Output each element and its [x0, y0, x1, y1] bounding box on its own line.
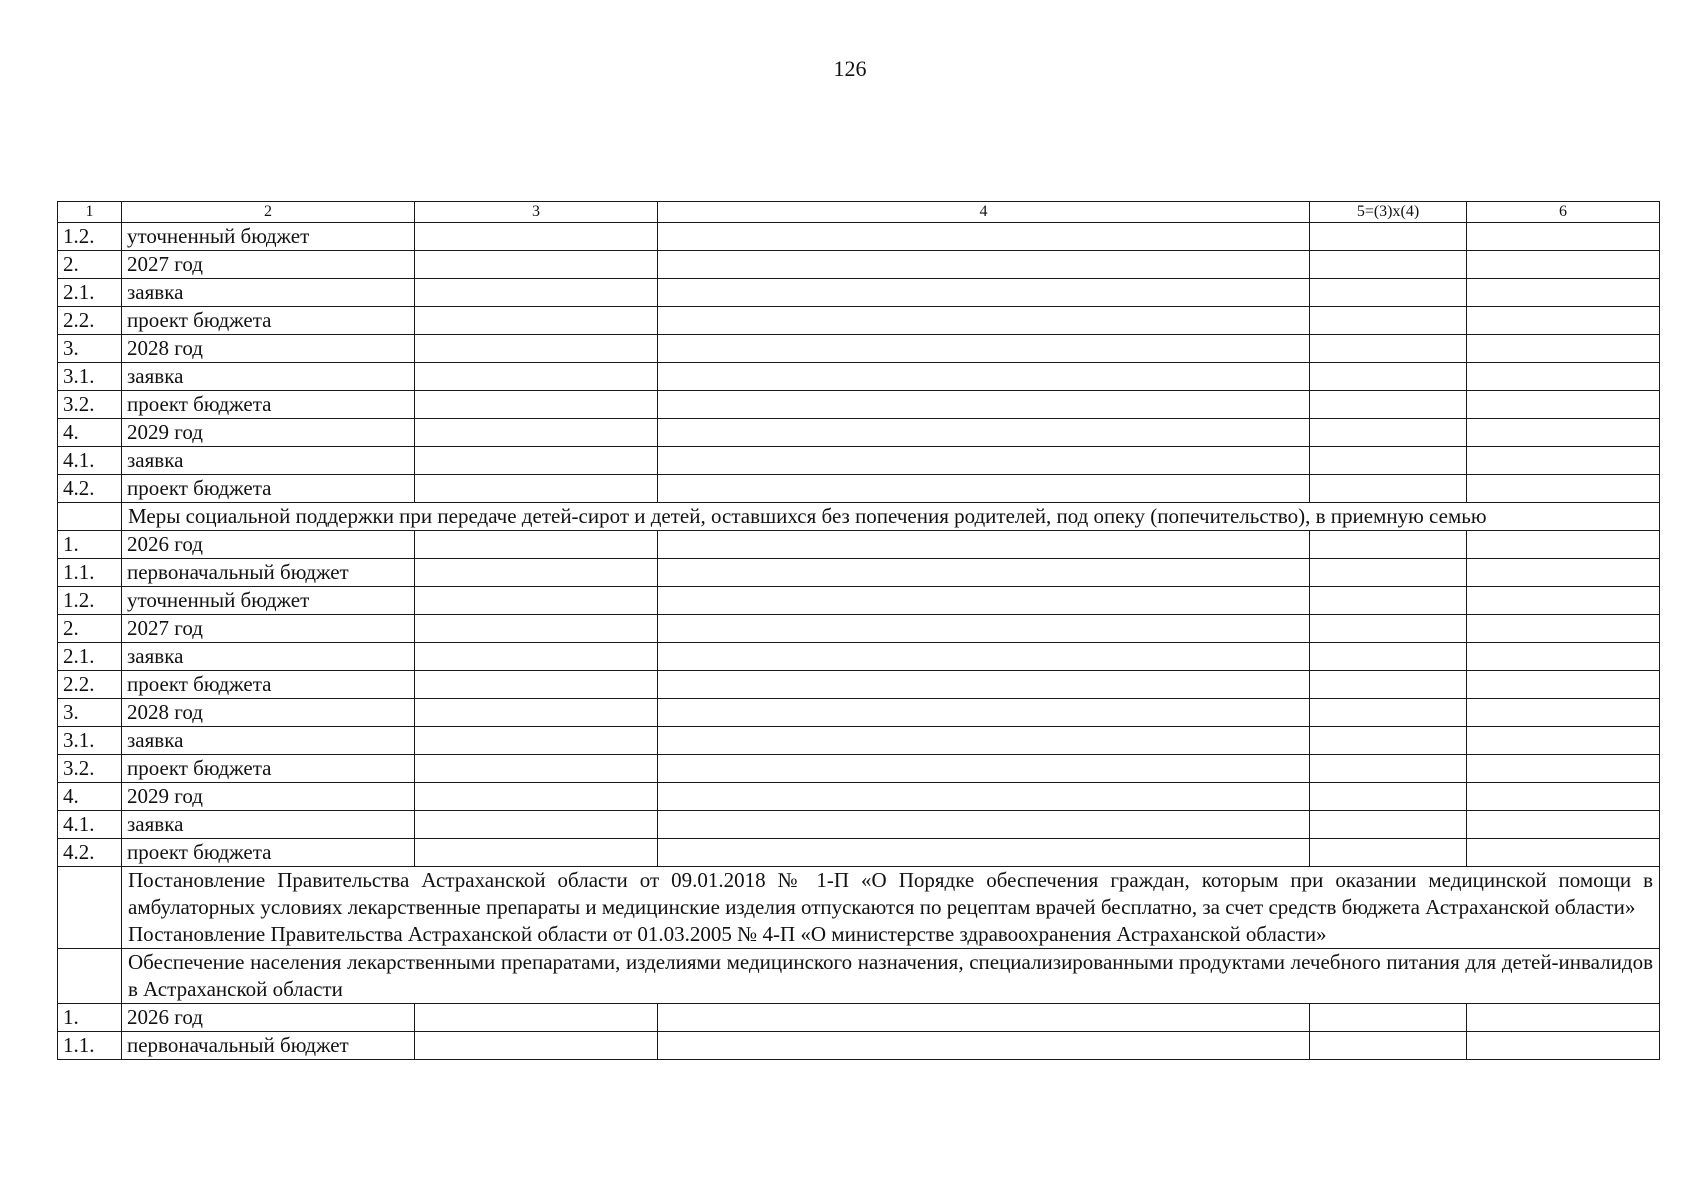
row-label-cell: 2027 год: [122, 251, 415, 279]
empty-cell-col-4: [658, 783, 1310, 811]
empty-cell-col-5: [1310, 363, 1467, 391]
table-row: [58, 1004, 1660, 1032]
empty-cell-col-5: [1310, 251, 1467, 279]
empty-cell-col-5: [1310, 279, 1467, 307]
empty-cell-col-4: [658, 559, 1310, 587]
empty-cell-col-3: [415, 559, 658, 587]
empty-cell-col-6: [1467, 615, 1660, 643]
row-label-cell: 2029 год: [122, 419, 415, 447]
empty-cell-col-5: [1310, 475, 1467, 503]
table-row: [58, 559, 1660, 587]
row-number-cell: 3.: [58, 335, 122, 363]
row-number-cell: 3.1.: [58, 727, 122, 755]
row-number-cell: 3.2.: [58, 755, 122, 783]
row-label-cell: проект бюджета: [122, 475, 415, 503]
empty-cell-col-4: [658, 699, 1310, 727]
section-text-line: Постановление Правительства Астраханской области от 09.01.2018 № 1-П «О Порядке обеспечения граждан, которым при оказании медицинской помощи в амбулаторных условиях лекарственные препараты и медицинские изделия отпускаются по рецептам врачей бесплатно, за счет средств бюджета Астраханской области»: [128, 868, 1653, 919]
empty-cell-col-6: [1467, 335, 1660, 363]
empty-cell-col-6: [1467, 559, 1660, 587]
section-text-cell: [122, 949, 1660, 1004]
table-row: [58, 335, 1660, 363]
empty-cell-col-3: [415, 335, 658, 363]
empty-cell-col-3: [415, 643, 658, 671]
section-number-cell: [58, 949, 122, 1004]
row-label-cell: заявка: [122, 811, 415, 839]
table-row: [58, 251, 1660, 279]
row-label-cell: 2028 год: [122, 335, 415, 363]
row-number-cell: 4.: [58, 419, 122, 447]
row-number-cell: 2.: [58, 251, 122, 279]
empty-cell-col-5: [1310, 335, 1467, 363]
table-row: [58, 755, 1660, 783]
row-label-cell: проект бюджета: [122, 671, 415, 699]
empty-cell-col-6: [1467, 307, 1660, 335]
empty-cell-col-3: [415, 419, 658, 447]
empty-cell-col-3: [415, 699, 658, 727]
table-row: [58, 671, 1660, 699]
empty-cell-col-6: [1467, 671, 1660, 699]
empty-cell-col-5: [1310, 391, 1467, 419]
empty-cell-col-5: [1310, 587, 1467, 615]
empty-cell-col-5: [1310, 699, 1467, 727]
column-header: 6: [1467, 202, 1660, 223]
table-row: [58, 531, 1660, 559]
empty-cell-col-4: [658, 727, 1310, 755]
empty-cell-col-4: [658, 475, 1310, 503]
row-label-cell: заявка: [122, 643, 415, 671]
row-number-cell: 1.: [58, 1004, 122, 1032]
row-label-cell: проект бюджета: [122, 391, 415, 419]
table-header-row: [58, 202, 1660, 223]
empty-cell-col-5: [1310, 447, 1467, 475]
row-label-cell: проект бюджета: [122, 307, 415, 335]
empty-cell-col-4: [658, 811, 1310, 839]
row-label-cell: 2026 год: [122, 531, 415, 559]
empty-cell-col-3: [415, 839, 658, 867]
empty-cell-col-3: [415, 811, 658, 839]
empty-cell-col-6: [1467, 587, 1660, 615]
empty-cell-col-6: [1467, 391, 1660, 419]
empty-cell-col-4: [658, 615, 1310, 643]
empty-cell-col-3: [415, 1032, 658, 1060]
row-number-cell: 1.1.: [58, 1032, 122, 1060]
section-text-cell: [122, 503, 1660, 531]
empty-cell-col-5: [1310, 811, 1467, 839]
row-label-cell: уточненный бюджет: [122, 587, 415, 615]
row-label-cell: 2029 год: [122, 783, 415, 811]
table-row: [58, 643, 1660, 671]
row-number-cell: 4.2.: [58, 839, 122, 867]
row-number-cell: 4.1.: [58, 811, 122, 839]
column-header: 1: [58, 202, 122, 223]
empty-cell-col-4: [658, 335, 1310, 363]
empty-cell-col-5: [1310, 643, 1467, 671]
row-label-cell: заявка: [122, 363, 415, 391]
empty-cell-col-5: [1310, 783, 1467, 811]
section-row: [58, 503, 1660, 531]
table-row: [58, 363, 1660, 391]
table-row: [58, 1032, 1660, 1060]
row-number-cell: 3.1.: [58, 363, 122, 391]
empty-cell-col-4: [658, 391, 1310, 419]
page-number: 126: [833, 56, 867, 81]
table-row: [58, 475, 1660, 503]
empty-cell-col-6: [1467, 839, 1660, 867]
empty-cell-col-4: [658, 1004, 1310, 1032]
column-header: 3: [415, 202, 658, 223]
column-header: 2: [122, 202, 415, 223]
empty-cell-col-5: [1310, 307, 1467, 335]
row-number-cell: 1.: [58, 531, 122, 559]
empty-cell-col-3: [415, 475, 658, 503]
budget-table: [57, 201, 1660, 1060]
empty-cell-col-6: [1467, 1032, 1660, 1060]
empty-cell-col-6: [1467, 363, 1660, 391]
table-row: [58, 839, 1660, 867]
table-row: [58, 279, 1660, 307]
table-row: [58, 811, 1660, 839]
row-number-cell: 2.2.: [58, 671, 122, 699]
empty-cell-col-3: [415, 783, 658, 811]
empty-cell-col-5: [1310, 419, 1467, 447]
row-label-cell: 2028 год: [122, 699, 415, 727]
table-row: [58, 307, 1660, 335]
row-label-cell: заявка: [122, 727, 415, 755]
empty-cell-col-4: [658, 531, 1310, 559]
row-label-cell: уточненный бюджет: [122, 223, 415, 251]
row-number-cell: 2.1.: [58, 279, 122, 307]
empty-cell-col-3: [415, 279, 658, 307]
empty-cell-col-4: [658, 223, 1310, 251]
column-header: 5=(3)x(4): [1310, 202, 1467, 223]
row-number-cell: 4.1.: [58, 447, 122, 475]
empty-cell-col-6: [1467, 419, 1660, 447]
row-number-cell: 3.: [58, 699, 122, 727]
empty-cell-col-4: [658, 643, 1310, 671]
empty-cell-col-5: [1310, 671, 1467, 699]
empty-cell-col-3: [415, 755, 658, 783]
section-row: [58, 867, 1660, 949]
empty-cell-col-4: [658, 419, 1310, 447]
empty-cell-col-4: [658, 251, 1310, 279]
section-text-line: Постановление Правительства Астраханской области от 01.03.2005 № 4-П «О министерстве здравоохранения Астраханской области»: [128, 922, 1327, 946]
empty-cell-col-3: [415, 363, 658, 391]
table-row: [58, 783, 1660, 811]
row-label-cell: 2026 год: [122, 1004, 415, 1032]
table-row: [58, 223, 1660, 251]
empty-cell-col-4: [658, 1032, 1310, 1060]
row-number-cell: 2.1.: [58, 643, 122, 671]
row-number-cell: 3.2.: [58, 391, 122, 419]
row-label-cell: проект бюджета: [122, 839, 415, 867]
row-number-cell: 4.: [58, 783, 122, 811]
empty-cell-col-6: [1467, 447, 1660, 475]
empty-cell-col-6: [1467, 811, 1660, 839]
empty-cell-col-5: [1310, 223, 1467, 251]
empty-cell-col-3: [415, 391, 658, 419]
empty-cell-col-4: [658, 447, 1310, 475]
empty-cell-col-3: [415, 587, 658, 615]
table-row: [58, 699, 1660, 727]
column-header: 4: [658, 202, 1310, 223]
table-row: [58, 447, 1660, 475]
row-number-cell: 2.: [58, 615, 122, 643]
empty-cell-col-6: [1467, 251, 1660, 279]
empty-cell-col-5: [1310, 559, 1467, 587]
empty-cell-col-4: [658, 307, 1310, 335]
section-number-cell: [58, 867, 122, 949]
empty-cell-col-4: [658, 363, 1310, 391]
empty-cell-col-4: [658, 671, 1310, 699]
section-row: [58, 949, 1660, 1004]
row-number-cell: 1.2.: [58, 587, 122, 615]
empty-cell-col-5: [1310, 755, 1467, 783]
empty-cell-col-3: [415, 1004, 658, 1032]
empty-cell-col-3: [415, 671, 658, 699]
row-label-cell: заявка: [122, 447, 415, 475]
row-label-cell: первоначальный бюджет: [122, 1032, 415, 1060]
row-label-cell: проект бюджета: [122, 755, 415, 783]
empty-cell-col-6: [1467, 223, 1660, 251]
empty-cell-col-6: [1467, 531, 1660, 559]
row-label-cell: 2027 год: [122, 615, 415, 643]
empty-cell-col-6: [1467, 279, 1660, 307]
table-row: [58, 615, 1660, 643]
empty-cell-col-4: [658, 279, 1310, 307]
empty-cell-col-4: [658, 839, 1310, 867]
empty-cell-col-6: [1467, 699, 1660, 727]
table-row: [58, 419, 1660, 447]
row-number-cell: 1.2.: [58, 223, 122, 251]
section-number-cell: [58, 503, 122, 531]
empty-cell-col-5: [1310, 1032, 1467, 1060]
empty-cell-col-6: [1467, 783, 1660, 811]
section-text-line: Обеспечение населения лекарственными препаратами, изделиями медицинского назначения, специализированными продуктами лечебного питания для детей-инвалидов в Астраханской области: [128, 950, 1653, 1001]
empty-cell-col-6: [1467, 755, 1660, 783]
empty-cell-col-6: [1467, 1004, 1660, 1032]
empty-cell-col-3: [415, 251, 658, 279]
empty-cell-col-3: [415, 727, 658, 755]
empty-cell-col-5: [1310, 839, 1467, 867]
table-row: [58, 727, 1660, 755]
empty-cell-col-3: [415, 307, 658, 335]
section-text-line: Меры социальной поддержки при передаче детей-сирот и детей, оставшихся без попечения родителей, под опеку (попечительство), в приемную семью: [128, 504, 1487, 528]
empty-cell-col-5: [1310, 615, 1467, 643]
empty-cell-col-6: [1467, 643, 1660, 671]
empty-cell-col-5: [1310, 531, 1467, 559]
row-number-cell: 2.2.: [58, 307, 122, 335]
empty-cell-col-3: [415, 447, 658, 475]
table-row: [58, 391, 1660, 419]
section-text-cell: [122, 867, 1660, 949]
empty-cell-col-6: [1467, 727, 1660, 755]
empty-cell-col-5: [1310, 1004, 1467, 1032]
empty-cell-col-3: [415, 531, 658, 559]
empty-cell-col-6: [1467, 475, 1660, 503]
table-row: [58, 587, 1660, 615]
row-label-cell: первоначальный бюджет: [122, 559, 415, 587]
empty-cell-col-3: [415, 615, 658, 643]
empty-cell-col-4: [658, 755, 1310, 783]
empty-cell-col-3: [415, 223, 658, 251]
row-label-cell: заявка: [122, 279, 415, 307]
row-number-cell: 1.1.: [58, 559, 122, 587]
empty-cell-col-5: [1310, 727, 1467, 755]
row-number-cell: 4.2.: [58, 475, 122, 503]
empty-cell-col-4: [658, 587, 1310, 615]
